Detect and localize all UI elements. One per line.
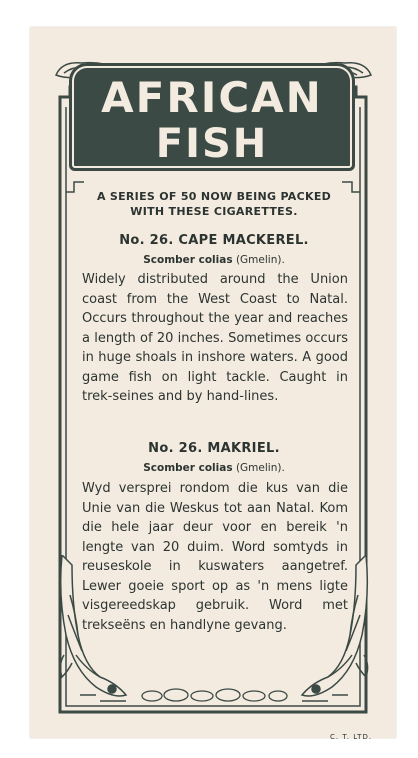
cigarette-card	[30, 27, 396, 741]
english-authority: (Gmelin).	[235, 254, 285, 266]
title-african: AFRICAN	[101, 73, 323, 122]
printer-credit: C. T. LTD.	[330, 733, 373, 741]
afrikaans-authority: (Gmelin).	[235, 462, 285, 474]
afrikaans-species: Scomber colias	[143, 462, 233, 474]
afrikaans-scientific-name	[70, 462, 358, 474]
fish-icon	[56, 555, 136, 705]
afrikaans-heading: No. 26. MAKRIEL.	[148, 441, 280, 456]
series-line-2: WITH THESE CIGARETTES.	[130, 205, 298, 218]
series-text	[70, 189, 358, 219]
pebbles-decoration	[140, 687, 290, 703]
english-species: Scomber colias	[143, 254, 233, 266]
fish-icon	[292, 555, 372, 705]
english-description: Widely distributed around the Union coast from the West Coast to Natal. Occurs throughout the year and reaches a length of 20 inches. Sometimes occurs in huge shoals in inshore waters. A good game fish on light tackle. Caught in trek-seines and by hand-lines.	[82, 272, 348, 404]
title-plaque	[69, 63, 355, 171]
title-fish: FISH	[155, 121, 269, 167]
series-line-1: A SERIES OF 50 NOW BEING PACKED	[96, 190, 332, 203]
afrikaans-description: Wyd versprei rondom die kus van die Unie van die Weskus tot aan Natal. Kom die hele jaar deur voor en bereik 'n lengte van 20 duim. Word somtyds in reuseskole in kuswaters aangetref. Lewer goeie sport op as 'n mens ligte visgereedskap gebruik. Word met trekseëns en handlyne gevang.	[82, 481, 348, 633]
english-heading: No. 26. CAPE MACKEREL.	[119, 233, 309, 248]
english-scientific-name	[70, 254, 358, 266]
